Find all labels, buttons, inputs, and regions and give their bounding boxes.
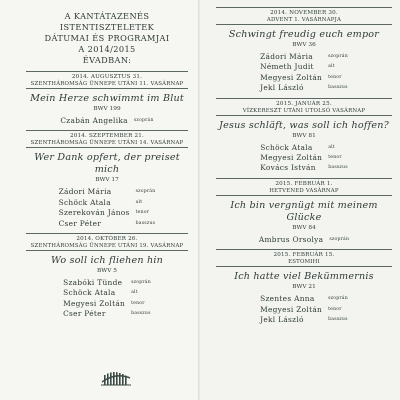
event-entry	[216, 7, 392, 94]
voice-part: alt	[328, 64, 335, 70]
performer-name: Zádori Mária	[58, 187, 112, 197]
event-occasion: VÍZKERESZT UTÁNI UTOLSÓ VASÁRNAP	[242, 107, 366, 114]
divider	[26, 71, 188, 72]
cantata-title: Ich hatte viel Bekümmernis	[234, 271, 374, 283]
performer-list	[259, 235, 349, 245]
divider	[26, 233, 188, 234]
cantata-title: Wer Dank opfert, der preiset mich	[34, 152, 180, 176]
right-column	[216, 0, 392, 329]
performer-row	[63, 288, 151, 298]
bwv-number: BWV 21	[292, 284, 316, 291]
performer-row	[260, 153, 348, 163]
performer-row	[63, 278, 151, 288]
performer-name: Megyesi Zoltán	[260, 153, 323, 163]
left-event-list	[26, 71, 188, 320]
performer-row	[260, 83, 348, 93]
voice-part: basszus	[135, 220, 156, 226]
event-occasion: ADVENT 1. VASÁRNAPJA	[266, 17, 342, 23]
voice-part: basszus	[131, 311, 151, 317]
right-page	[200, 0, 400, 400]
performer-row	[59, 219, 156, 229]
performer-name: Zádori Mária	[260, 52, 313, 61]
event-entry	[26, 130, 188, 229]
performer-name: Cser Péter	[63, 309, 106, 319]
voice-part: basszus	[328, 317, 348, 323]
performer-name: Németh Judit	[260, 62, 314, 72]
performer-list	[260, 52, 348, 94]
event-entry	[216, 249, 392, 325]
performer-name: Schöck Atala	[260, 142, 313, 152]
event-occasion: SZENTHÁROMSÁG ÜNNEPE UTÁNI 11. VASÁRNAP	[30, 81, 184, 87]
voice-part: szoprán	[328, 54, 348, 59]
performer-row	[63, 309, 151, 319]
divider	[26, 250, 188, 251]
performer-name: Megyesi Zoltán	[260, 304, 323, 314]
voice-part: szoprán	[135, 189, 156, 195]
voice-part: tenor	[328, 155, 342, 161]
performer-name: Szabóki Tünde	[63, 278, 123, 288]
voice-part: alt	[328, 144, 335, 150]
voice-part: tenor	[135, 210, 150, 216]
performer-name: Jekl László	[260, 315, 304, 325]
performer-row	[260, 315, 348, 325]
performer-row	[260, 143, 348, 153]
performer-row	[260, 294, 348, 304]
performer-row	[59, 198, 156, 208]
event-date: 2014. SZEPTEMBER 21.	[70, 133, 144, 140]
bwv-number: BWV 84	[292, 224, 316, 231]
voice-part: szoprán	[329, 236, 350, 242]
event-date: 2015. FEBRUÁR 1.	[275, 180, 333, 187]
divider	[216, 7, 392, 8]
performer-name: Szentes Anna	[260, 294, 315, 304]
performer-name: Szerekován János	[58, 208, 130, 218]
cantata-title: Schwingt freudig euch empor	[228, 29, 380, 40]
performer-row	[60, 116, 153, 126]
header-line: A KANTÁTAZENÉS	[64, 11, 150, 21]
voice-part: tenor	[328, 74, 342, 80]
voice-part: tenor	[131, 300, 145, 306]
event-occasion: SZENTHÁROMSÁG ÜNNEPE UTÁNI 19. VASÁRNAP	[30, 243, 184, 250]
divider	[216, 195, 392, 196]
divider	[216, 115, 392, 116]
event-occasion: ESTOMIHI	[288, 259, 320, 266]
event-occasion: HETVENED VASÁRNAP	[269, 187, 339, 194]
performer-name: Cser Péter	[58, 218, 102, 228]
performer-name: Megyesi Zoltán	[63, 298, 126, 308]
performer-row	[59, 208, 156, 218]
divider	[216, 24, 392, 25]
event-entry	[216, 98, 392, 174]
voice-part: szoprán	[131, 280, 151, 286]
event-date: 2014. OKTÓBER 26.	[76, 236, 138, 243]
performer-name: Czabán Angelika	[60, 116, 128, 125]
performer-row	[260, 52, 348, 62]
header-line: A 2014/2015	[78, 44, 136, 54]
voice-part: tenor	[328, 306, 342, 312]
left-page	[0, 0, 198, 400]
cantata-title: Mein Herze schwimmt im Blut	[30, 93, 184, 104]
event-entry	[216, 178, 392, 245]
program-header	[26, 0, 188, 66]
divider	[26, 130, 188, 131]
performer-list	[60, 116, 153, 126]
bwv-number: BWV 5	[97, 268, 117, 275]
event-date: 2014. AUGUSZTUS 31.	[71, 74, 143, 80]
divider	[26, 88, 188, 89]
organ-pipes-logo	[100, 368, 132, 388]
bwv-number: BWV 199	[93, 106, 121, 112]
event-entry	[26, 233, 188, 320]
voice-part: szoprán	[133, 118, 154, 123]
performer-row	[260, 163, 348, 173]
performer-name: Schöck Atala	[63, 288, 116, 298]
performer-row	[259, 235, 349, 245]
performer-name: Jekl László	[260, 83, 304, 93]
voice-part: basszus	[328, 85, 348, 91]
event-occasion: SZENTHÁROMSÁG ÜNNEPE UTÁNI 14. VASÁRNAP	[30, 140, 184, 147]
performer-row	[260, 62, 348, 72]
left-column	[26, 0, 188, 324]
event-date: 2015. FEBRUÁR 15.	[273, 252, 335, 259]
divider	[216, 98, 392, 99]
event-date: 2014. NOVEMBER 30.	[270, 10, 338, 16]
divider	[216, 178, 392, 179]
performer-name: Ambrus Orsolya	[258, 234, 324, 244]
bwv-number: BWV 17	[95, 177, 119, 184]
header-line: DÁTUMAI ÉS PROGRAMJAI	[44, 33, 170, 43]
performer-row	[63, 299, 151, 309]
performer-list	[260, 143, 348, 174]
bwv-number: BWV 81	[292, 132, 316, 139]
event-entry	[26, 71, 188, 126]
header-line: ÉVADBAN:	[82, 55, 132, 65]
performer-row	[260, 305, 348, 315]
right-event-list	[216, 7, 392, 325]
performer-name: Kovács István	[260, 163, 316, 173]
voice-part: alt	[135, 199, 143, 205]
performer-list	[260, 294, 348, 325]
voice-part: basszus	[328, 165, 348, 171]
divider	[216, 266, 392, 267]
cantata-title: Jesus schläft, was soll ich hoffen?	[219, 119, 389, 131]
performer-list	[63, 278, 151, 320]
performer-row	[59, 187, 156, 197]
cantata-title: Ich bin vergnügt mit meinem Glücke	[230, 199, 378, 223]
divider	[216, 249, 392, 250]
divider	[26, 147, 188, 148]
performer-name: Megyesi Zoltán	[260, 72, 323, 82]
header-line: ISTENTISZTELETEK	[59, 22, 155, 32]
bwv-number: BWV 36	[292, 42, 316, 48]
voice-part: szoprán	[328, 296, 348, 302]
event-date: 2015. JANUÁR 25.	[276, 100, 332, 107]
performer-name: Schöck Atala	[58, 197, 111, 207]
performer-list	[59, 187, 156, 229]
cantata-title: Wo soll ich fliehen hin	[50, 255, 164, 267]
voice-part: alt	[131, 290, 138, 296]
performer-row	[260, 73, 348, 83]
